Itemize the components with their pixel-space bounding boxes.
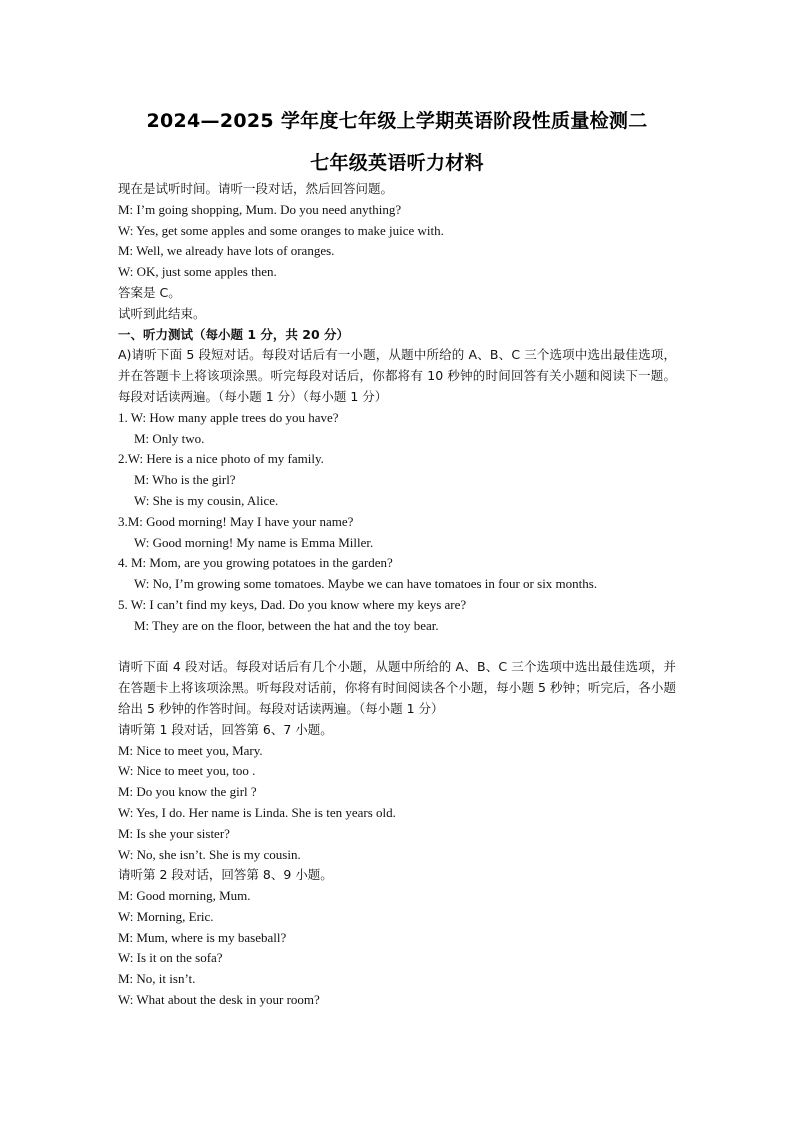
trial-intro: 现在是试听时间。请听一段对话，然后回答问题。 [118,181,394,196]
dialogue-line: W: No, she isn’t. She is my cousin. [118,846,301,862]
dialogue-line: 1. W: How many apple trees do you have? [118,409,339,425]
document-body [118,179,678,1011]
dialogue-line: M: Mum, where is my baseball? [118,929,287,945]
dialogue-line: W: Good morning! My name is Emma Miller. [134,534,374,550]
trial-line: W: OK, just some apples then. [118,264,277,280]
trial-end: 试听到此结束。 [118,305,206,321]
dialogue-line: M: They are on the floor, between the hat and the toy bear. [134,617,439,633]
spacer [118,637,678,658]
dialogue-line: 3.M: Good morning! May I have your name? [118,513,354,529]
dialogue-line: W: She is my cousin, Alice. [134,492,279,508]
dialogue-line: W: Yes, I do. Her name is Linda. She is ten years old. [118,804,396,820]
trial-answer: 答案是 C。 [118,284,181,300]
dialogue-line: W: Is it on the sofa? [118,950,223,966]
trial-line: W: Yes, get some apples and some oranges to make juice with. [118,222,444,238]
dialogue-line: W: What about the desk in your room? [118,992,320,1008]
dialogue-line: M: Good morning, Mum. [118,888,251,904]
dialogue2-intro: 请听第 2 段对话，回答第 8、9 小题。 [118,867,333,883]
section-heading: 一、听力测试（每小题 1 分，共 20 分） [118,326,350,342]
dialogue-line: W: Nice to meet you, too . [118,763,256,779]
dialogue-line: M: Nice to meet you, Mary. [118,742,263,758]
part-b-instructions: 请听下面 4 段对话。每段对话后有几个小题，从题中所给的 A、B、C 三个选项中选出最佳选项，并在答题卡上将该项涂黑。听每段对话前，你将有时间阅读各个小题，每小题 5 秒钟；听完后，各小题给出 5 秒钟的作答时间。每段对话读两遍。（每小题 1 分） [118,659,676,716]
dialogue-line: M: Is she your sister? [118,825,230,841]
dialogue-line: W: Morning, Eric. [118,908,214,924]
dialogue-line: 5. W: I can’t find my keys, Dad. Do you know where my keys are? [118,596,467,612]
document-subtitle: 七年级英语听力材料 [310,152,484,174]
trial-line: M: I’m going shopping, Mum. Do you need anything? [118,201,402,217]
dialogue-line: M: No, it isn’t. [118,971,196,987]
trial-line: M: Well, we already have lots of oranges. [118,243,335,259]
document-title: 2024—2025 学年度七年级上学期英语阶段性质量检测二 [146,110,648,132]
dialogue-line: M: Who is the girl? [134,472,236,488]
dialogue1-intro: 请听第 1 段对话，回答第 6、7 小题。 [118,721,333,737]
dialogue-line: W: No, I’m growing some tomatoes. Maybe we can have tomatoes in four or six months. [134,576,598,592]
dialogue-line: M: Only two. [134,430,205,446]
dialogue-line: M: Do you know the girl ? [118,784,257,800]
dialogue-line: 4. M: Mom, are you growing potatoes in the garden? [118,555,393,571]
dialogue-line: 2.W: Here is a nice photo of my family. [118,451,324,467]
part-a-instructions: A)请听下面 5 段短对话。每段对话后有一小题，从题中所给的 A、B、C 三个选项中选出最佳选项，并在答题卡上将该项涂黑。听完每段对话后，你都将有 10 秒钟的时间回答有关小题和阅读下一题。每段对话读两遍。（每小题 1 分）（每小题 1 分） [118,347,676,404]
